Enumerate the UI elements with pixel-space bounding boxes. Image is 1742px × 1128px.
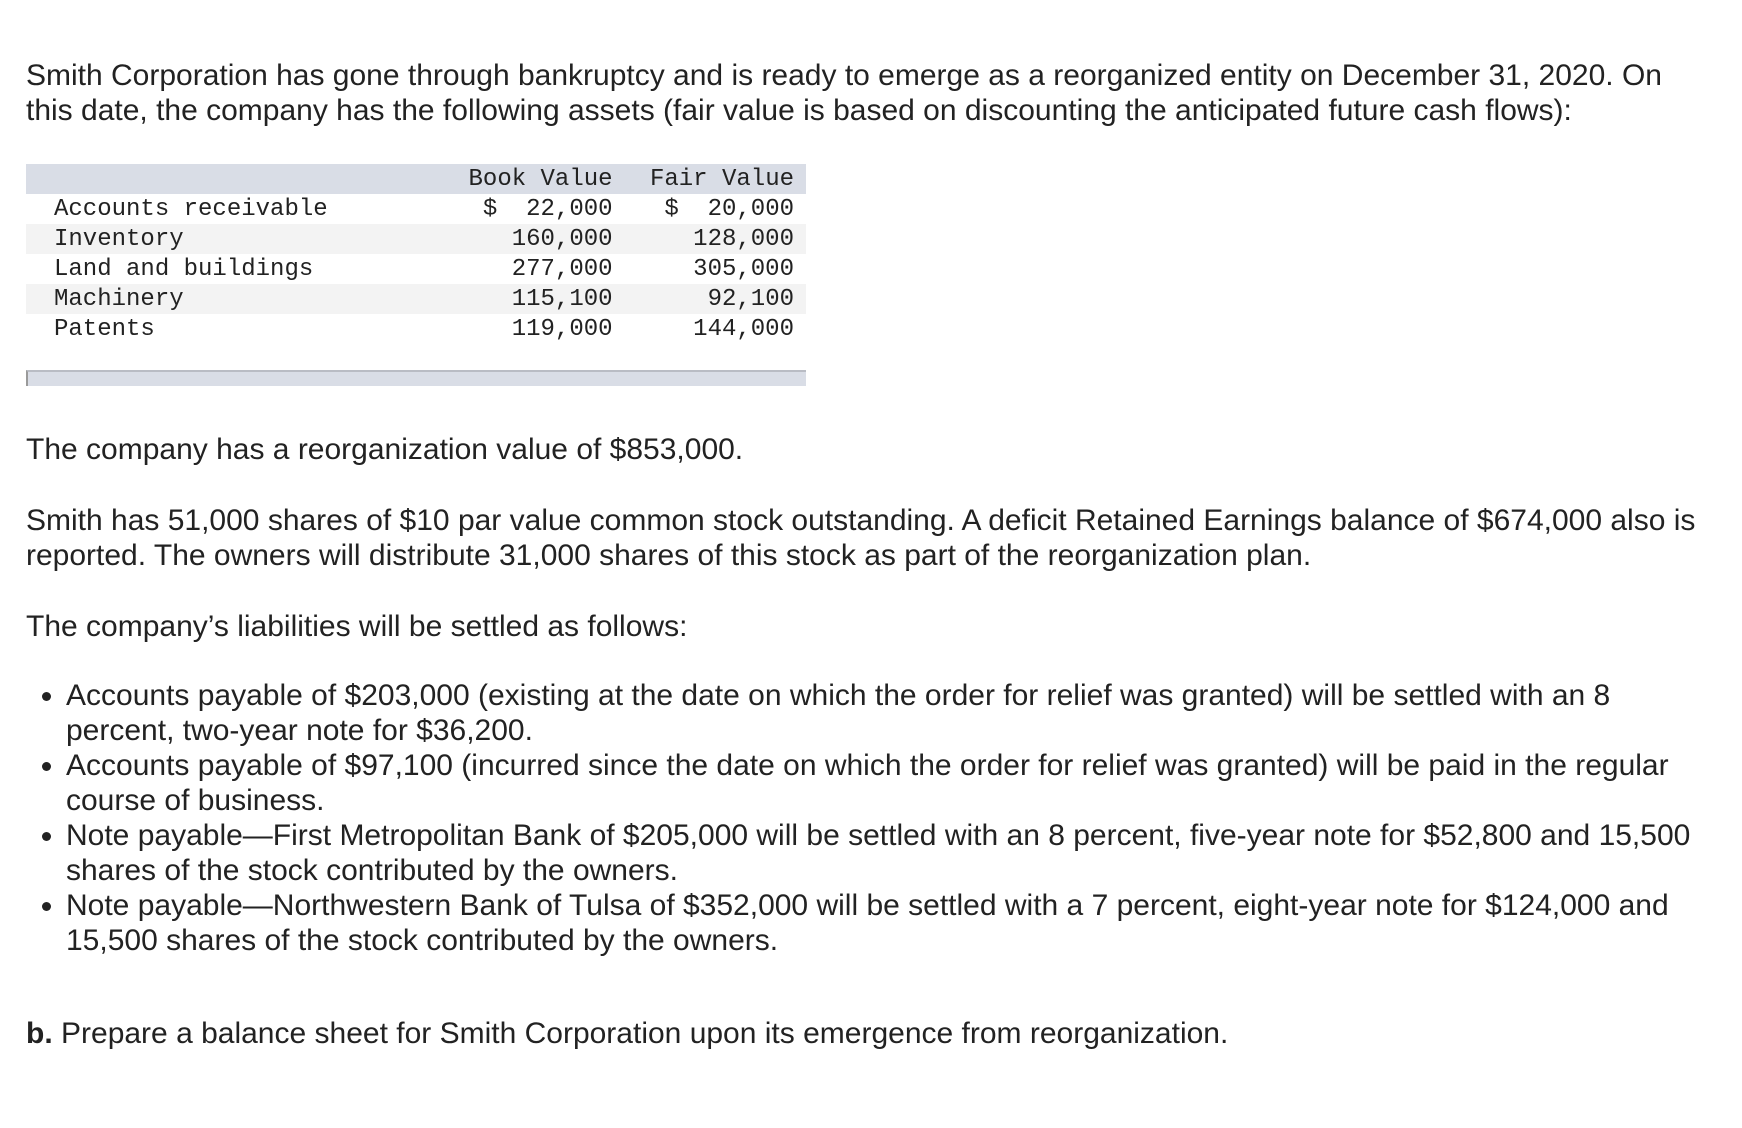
list-item: • Accounts payable of $97,100 (incurred since the date on which the order for relief was granted) will be paid in the regular course of business.	[66, 748, 1716, 818]
header-fair-value: Fair Value	[621, 164, 806, 194]
table-footer-bar	[26, 370, 806, 386]
list-item: • Note payable—First Metropolitan Bank of $205,000 will be settled with an 8 percent, five-year note for $52,800 and 15,500 shares of the stock contributed by the owners.	[66, 818, 1716, 888]
table-row	[26, 284, 806, 314]
intro-paragraph: Smith Corporation has gone through bankruptcy and is ready to emerge as a reorganized entity on December 31, 2020. On this date, the company has the following assets (fair value is based on discounting the anticipated future cash flows):	[26, 59, 1662, 127]
row-book-value: 115,100	[439, 284, 620, 314]
question-text: Prepare a balance sheet for Smith Corporation upon its emergence from reorganization.	[52, 1017, 1229, 1050]
row-fair-value: 92,100	[621, 284, 806, 314]
question-b	[26, 1016, 1716, 1051]
row-label: Land and buildings	[54, 255, 314, 283]
table-header-row	[26, 164, 806, 194]
row-book-value: 277,000	[511, 255, 613, 283]
header-label	[26, 164, 439, 194]
shares-paragraph: Smith has 51,000 shares of $10 par value common stock outstanding. A deficit Retained Earnings balance of $674,000 also is reported. The owners will distribute 31,000 shares of this stock as part of the reorganization plan.	[26, 504, 1696, 572]
document-body	[26, 58, 1716, 1081]
table-footer-spacer	[26, 344, 806, 370]
assets-table	[26, 164, 806, 344]
row-fair-value: 128,000	[621, 224, 806, 254]
settlement-list	[26, 678, 1716, 958]
header-book-value: Book Value	[439, 164, 620, 194]
list-item: • Note payable—Northwestern Bank of Tulsa of $352,000 will be settled with a 7 percent, eight-year note for $124,000 and 15,500 shares of the stock contributed by the owners.	[66, 888, 1716, 958]
row-label: Machinery	[26, 284, 439, 314]
reorganization-value-paragraph: The company has a reorganization value of $853,000.	[26, 433, 744, 466]
row-fair-value: 305,000	[693, 255, 794, 283]
row-book-value: 160,000	[439, 224, 620, 254]
row-label: Patents	[54, 315, 155, 343]
row-fair-value: 144,000	[693, 315, 794, 343]
row-label: Inventory	[26, 224, 439, 254]
row-book-value: 119,000	[511, 315, 613, 343]
row-book-value: $ 22,000	[482, 195, 613, 223]
table-row	[26, 224, 806, 254]
assets-table-container	[26, 164, 806, 386]
table-row	[26, 254, 806, 284]
liabilities-intro: The company’s liabilities will be settled as follows:	[26, 610, 688, 643]
row-label: Accounts receivable	[54, 195, 328, 223]
table-row	[26, 314, 806, 344]
table-row	[26, 194, 806, 224]
row-fair-value: $ 20,000	[664, 195, 794, 223]
list-item: • Accounts payable of $203,000 (existing at the date on which the order for relief was granted) will be settled with an 8 percent, two-year note for $36,200.	[66, 678, 1716, 748]
question-label: b.	[26, 1017, 53, 1050]
